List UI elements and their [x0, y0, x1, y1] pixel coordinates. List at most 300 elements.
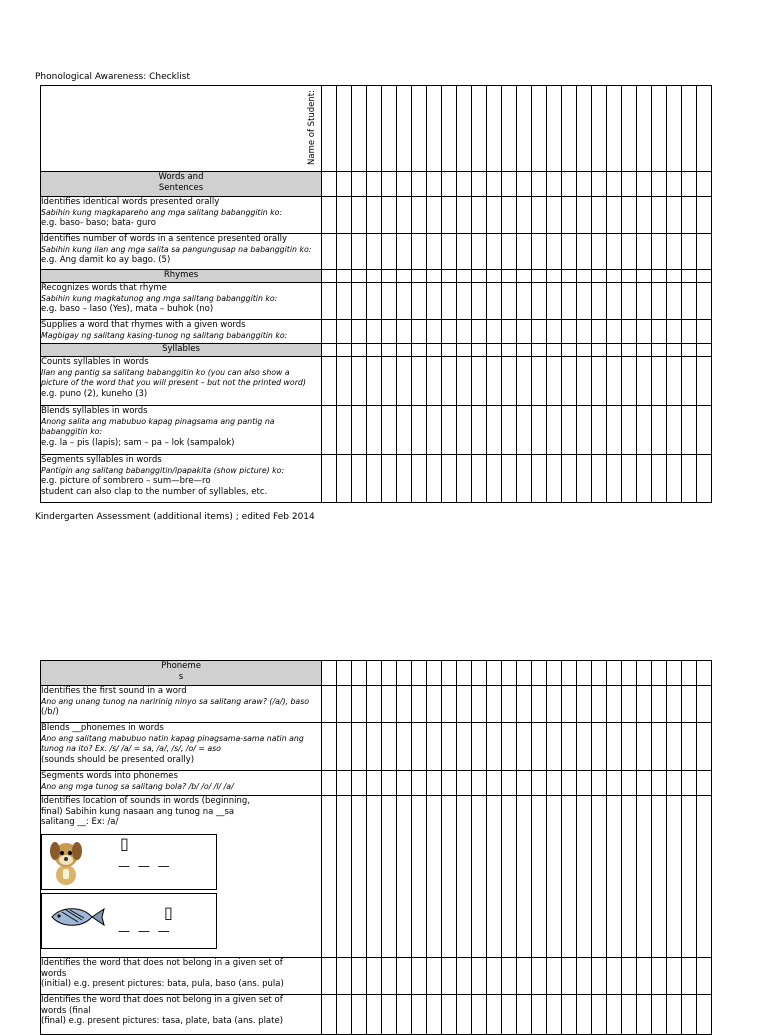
- check-cell[interactable]: [562, 686, 577, 723]
- check-cell[interactable]: [337, 455, 352, 503]
- check-cell[interactable]: [472, 406, 487, 455]
- check-cell[interactable]: [577, 283, 592, 320]
- check-cell[interactable]: [487, 270, 502, 283]
- check-cell[interactable]: [592, 320, 607, 344]
- check-cell[interactable]: [472, 283, 487, 320]
- check-cell[interactable]: [592, 197, 607, 234]
- check-cell[interactable]: [577, 406, 592, 455]
- check-cell[interactable]: [487, 661, 502, 686]
- check-cell[interactable]: [442, 661, 457, 686]
- check-cell[interactable]: [352, 661, 367, 686]
- check-cell[interactable]: [577, 172, 592, 197]
- check-cell[interactable]: [337, 771, 352, 796]
- check-cell[interactable]: [472, 234, 487, 270]
- check-cell[interactable]: [682, 771, 697, 796]
- check-cell[interactable]: [607, 270, 622, 283]
- check-cell[interactable]: [457, 455, 472, 503]
- check-cell[interactable]: [367, 86, 382, 172]
- check-cell[interactable]: [412, 283, 427, 320]
- check-cell[interactable]: [412, 406, 427, 455]
- check-cell[interactable]: [397, 455, 412, 503]
- check-cell[interactable]: [322, 796, 337, 958]
- check-cell[interactable]: [427, 283, 442, 320]
- check-cell[interactable]: [322, 995, 337, 1035]
- check-cell[interactable]: [322, 771, 337, 796]
- check-cell[interactable]: [562, 197, 577, 234]
- check-cell[interactable]: [382, 234, 397, 270]
- check-cell[interactable]: [382, 283, 397, 320]
- check-cell[interactable]: [382, 995, 397, 1035]
- check-cell[interactable]: [472, 723, 487, 771]
- check-cell[interactable]: [427, 723, 442, 771]
- check-cell[interactable]: [322, 234, 337, 270]
- check-cell[interactable]: [352, 197, 367, 234]
- check-cell[interactable]: [472, 455, 487, 503]
- check-cell[interactable]: [607, 172, 622, 197]
- check-cell[interactable]: [517, 995, 532, 1035]
- check-cell[interactable]: [607, 995, 622, 1035]
- check-cell[interactable]: [352, 686, 367, 723]
- check-cell[interactable]: [472, 995, 487, 1035]
- check-cell[interactable]: [532, 771, 547, 796]
- check-cell[interactable]: [367, 455, 382, 503]
- check-cell[interactable]: [487, 723, 502, 771]
- check-cell[interactable]: [397, 344, 412, 357]
- check-cell[interactable]: [622, 455, 637, 503]
- check-cell[interactable]: [547, 344, 562, 357]
- check-cell[interactable]: [532, 686, 547, 723]
- check-cell[interactable]: [562, 270, 577, 283]
- check-cell[interactable]: [382, 796, 397, 958]
- check-cell[interactable]: [397, 86, 412, 172]
- check-cell[interactable]: [667, 344, 682, 357]
- check-cell[interactable]: [577, 344, 592, 357]
- check-cell[interactable]: [367, 958, 382, 995]
- check-cell[interactable]: [532, 357, 547, 406]
- check-cell[interactable]: [577, 796, 592, 958]
- check-cell[interactable]: [517, 406, 532, 455]
- check-cell[interactable]: [382, 406, 397, 455]
- check-cell[interactable]: [502, 958, 517, 995]
- check-cell[interactable]: [667, 270, 682, 283]
- check-cell[interactable]: [532, 197, 547, 234]
- check-cell[interactable]: [502, 172, 517, 197]
- check-cell[interactable]: [502, 455, 517, 503]
- check-cell[interactable]: [577, 320, 592, 344]
- check-cell[interactable]: [697, 283, 712, 320]
- check-cell[interactable]: [397, 197, 412, 234]
- check-cell[interactable]: [337, 234, 352, 270]
- check-cell[interactable]: [337, 406, 352, 455]
- check-cell[interactable]: [637, 357, 652, 406]
- check-cell[interactable]: [667, 406, 682, 455]
- check-cell[interactable]: [592, 455, 607, 503]
- check-cell[interactable]: [622, 771, 637, 796]
- check-cell[interactable]: [547, 172, 562, 197]
- check-cell[interactable]: [352, 320, 367, 344]
- check-cell[interactable]: [457, 723, 472, 771]
- check-cell[interactable]: [652, 686, 667, 723]
- check-cell[interactable]: [517, 723, 532, 771]
- check-cell[interactable]: [622, 86, 637, 172]
- check-cell[interactable]: [652, 455, 667, 503]
- check-cell[interactable]: [412, 771, 427, 796]
- check-cell[interactable]: [412, 234, 427, 270]
- check-cell[interactable]: [577, 661, 592, 686]
- check-cell[interactable]: [562, 357, 577, 406]
- check-cell[interactable]: [532, 455, 547, 503]
- check-cell[interactable]: [607, 86, 622, 172]
- check-cell[interactable]: [682, 172, 697, 197]
- check-cell[interactable]: [337, 283, 352, 320]
- check-cell[interactable]: [412, 320, 427, 344]
- check-cell[interactable]: [382, 344, 397, 357]
- check-cell[interactable]: [367, 686, 382, 723]
- check-cell[interactable]: [652, 406, 667, 455]
- check-cell[interactable]: [457, 995, 472, 1035]
- check-cell[interactable]: [562, 86, 577, 172]
- check-cell[interactable]: [577, 995, 592, 1035]
- check-cell[interactable]: [697, 995, 712, 1035]
- check-cell[interactable]: [487, 406, 502, 455]
- check-cell[interactable]: [472, 357, 487, 406]
- check-cell[interactable]: [487, 995, 502, 1035]
- check-cell[interactable]: [697, 796, 712, 958]
- check-cell[interactable]: [517, 344, 532, 357]
- check-cell[interactable]: [442, 344, 457, 357]
- check-cell[interactable]: [652, 172, 667, 197]
- check-cell[interactable]: [442, 86, 457, 172]
- check-cell[interactable]: [682, 661, 697, 686]
- check-cell[interactable]: [652, 661, 667, 686]
- check-cell[interactable]: [502, 86, 517, 172]
- check-cell[interactable]: [517, 234, 532, 270]
- check-cell[interactable]: [577, 686, 592, 723]
- check-cell[interactable]: [667, 357, 682, 406]
- check-cell[interactable]: [472, 771, 487, 796]
- check-cell[interactable]: [397, 320, 412, 344]
- check-cell[interactable]: [322, 320, 337, 344]
- check-cell[interactable]: [532, 796, 547, 958]
- check-cell[interactable]: [502, 686, 517, 723]
- check-cell[interactable]: [622, 406, 637, 455]
- check-cell[interactable]: [457, 234, 472, 270]
- check-cell[interactable]: [517, 958, 532, 995]
- check-cell[interactable]: [592, 86, 607, 172]
- check-cell[interactable]: [697, 357, 712, 406]
- check-cell[interactable]: [562, 455, 577, 503]
- check-cell[interactable]: [457, 197, 472, 234]
- check-cell[interactable]: [622, 344, 637, 357]
- check-cell[interactable]: [607, 796, 622, 958]
- check-cell[interactable]: [322, 86, 337, 172]
- check-cell[interactable]: [562, 283, 577, 320]
- check-cell[interactable]: [457, 320, 472, 344]
- check-cell[interactable]: [382, 172, 397, 197]
- check-cell[interactable]: [652, 344, 667, 357]
- check-cell[interactable]: [322, 197, 337, 234]
- check-cell[interactable]: [592, 958, 607, 995]
- check-cell[interactable]: [667, 958, 682, 995]
- check-cell[interactable]: [652, 771, 667, 796]
- check-cell[interactable]: [697, 270, 712, 283]
- check-cell[interactable]: [397, 283, 412, 320]
- check-cell[interactable]: [652, 86, 667, 172]
- check-cell[interactable]: [682, 320, 697, 344]
- check-cell[interactable]: [517, 455, 532, 503]
- check-cell[interactable]: [592, 771, 607, 796]
- check-cell[interactable]: [457, 86, 472, 172]
- check-cell[interactable]: [487, 686, 502, 723]
- check-cell[interactable]: [697, 320, 712, 344]
- check-cell[interactable]: [442, 320, 457, 344]
- check-cell[interactable]: [412, 661, 427, 686]
- check-cell[interactable]: [547, 455, 562, 503]
- check-cell[interactable]: [412, 958, 427, 995]
- check-cell[interactable]: [622, 723, 637, 771]
- check-cell[interactable]: [682, 406, 697, 455]
- check-cell[interactable]: [607, 283, 622, 320]
- check-cell[interactable]: [532, 234, 547, 270]
- check-cell[interactable]: [622, 172, 637, 197]
- check-cell[interactable]: [622, 197, 637, 234]
- check-cell[interactable]: [397, 771, 412, 796]
- check-cell[interactable]: [442, 771, 457, 796]
- check-cell[interactable]: [637, 270, 652, 283]
- check-cell[interactable]: [547, 661, 562, 686]
- check-cell[interactable]: [682, 357, 697, 406]
- check-cell[interactable]: [337, 661, 352, 686]
- check-cell[interactable]: [547, 86, 562, 172]
- check-cell[interactable]: [442, 796, 457, 958]
- check-cell[interactable]: [667, 796, 682, 958]
- check-cell[interactable]: [337, 723, 352, 771]
- check-cell[interactable]: [697, 723, 712, 771]
- check-cell[interactable]: [637, 172, 652, 197]
- check-cell[interactable]: [502, 344, 517, 357]
- check-cell[interactable]: [547, 796, 562, 958]
- check-cell[interactable]: [442, 686, 457, 723]
- check-cell[interactable]: [532, 320, 547, 344]
- check-cell[interactable]: [427, 995, 442, 1035]
- check-cell[interactable]: [607, 771, 622, 796]
- check-cell[interactable]: [562, 344, 577, 357]
- check-cell[interactable]: [607, 455, 622, 503]
- check-cell[interactable]: [457, 172, 472, 197]
- check-cell[interactable]: [637, 771, 652, 796]
- check-cell[interactable]: [637, 86, 652, 172]
- check-cell[interactable]: [337, 197, 352, 234]
- check-cell[interactable]: [487, 771, 502, 796]
- check-cell[interactable]: [502, 406, 517, 455]
- check-cell[interactable]: [427, 234, 442, 270]
- check-cell[interactable]: [367, 406, 382, 455]
- check-cell[interactable]: [547, 283, 562, 320]
- check-cell[interactable]: [367, 796, 382, 958]
- check-cell[interactable]: [607, 723, 622, 771]
- check-cell[interactable]: [322, 344, 337, 357]
- check-cell[interactable]: [622, 958, 637, 995]
- check-cell[interactable]: [577, 86, 592, 172]
- check-cell[interactable]: [367, 723, 382, 771]
- check-cell[interactable]: [547, 995, 562, 1035]
- check-cell[interactable]: [667, 723, 682, 771]
- check-cell[interactable]: [562, 995, 577, 1035]
- check-cell[interactable]: [397, 796, 412, 958]
- check-cell[interactable]: [472, 344, 487, 357]
- check-cell[interactable]: [472, 320, 487, 344]
- check-cell[interactable]: [397, 270, 412, 283]
- check-cell[interactable]: [592, 686, 607, 723]
- check-cell[interactable]: [352, 283, 367, 320]
- check-cell[interactable]: [502, 796, 517, 958]
- check-cell[interactable]: [682, 958, 697, 995]
- check-cell[interactable]: [517, 320, 532, 344]
- check-cell[interactable]: [607, 406, 622, 455]
- check-cell[interactable]: [517, 283, 532, 320]
- check-cell[interactable]: [547, 686, 562, 723]
- check-cell[interactable]: [517, 661, 532, 686]
- check-cell[interactable]: [502, 197, 517, 234]
- check-cell[interactable]: [337, 270, 352, 283]
- check-cell[interactable]: [442, 357, 457, 406]
- check-cell[interactable]: [397, 661, 412, 686]
- check-cell[interactable]: [367, 344, 382, 357]
- check-cell[interactable]: [682, 270, 697, 283]
- check-cell[interactable]: [427, 86, 442, 172]
- check-cell[interactable]: [637, 283, 652, 320]
- check-cell[interactable]: [412, 686, 427, 723]
- check-cell[interactable]: [412, 995, 427, 1035]
- check-cell[interactable]: [397, 958, 412, 995]
- check-cell[interactable]: [382, 270, 397, 283]
- check-cell[interactable]: [697, 406, 712, 455]
- check-cell[interactable]: [382, 197, 397, 234]
- check-cell[interactable]: [412, 172, 427, 197]
- check-cell[interactable]: [667, 455, 682, 503]
- check-cell[interactable]: [427, 686, 442, 723]
- check-cell[interactable]: [562, 406, 577, 455]
- check-cell[interactable]: [607, 686, 622, 723]
- check-cell[interactable]: [457, 283, 472, 320]
- check-cell[interactable]: [472, 958, 487, 995]
- check-cell[interactable]: [457, 344, 472, 357]
- check-cell[interactable]: [457, 357, 472, 406]
- check-cell[interactable]: [337, 320, 352, 344]
- check-cell[interactable]: [562, 958, 577, 995]
- check-cell[interactable]: [382, 723, 397, 771]
- check-cell[interactable]: [532, 172, 547, 197]
- check-cell[interactable]: [592, 234, 607, 270]
- check-cell[interactable]: [457, 796, 472, 958]
- check-cell[interactable]: [682, 234, 697, 270]
- check-cell[interactable]: [607, 357, 622, 406]
- check-cell[interactable]: [442, 455, 457, 503]
- check-cell[interactable]: [337, 344, 352, 357]
- check-cell[interactable]: [622, 686, 637, 723]
- check-cell[interactable]: [412, 197, 427, 234]
- check-cell[interactable]: [697, 197, 712, 234]
- check-cell[interactable]: [667, 172, 682, 197]
- check-cell[interactable]: [337, 86, 352, 172]
- check-cell[interactable]: [397, 172, 412, 197]
- check-cell[interactable]: [682, 995, 697, 1035]
- check-cell[interactable]: [487, 172, 502, 197]
- check-cell[interactable]: [592, 344, 607, 357]
- check-cell[interactable]: [577, 270, 592, 283]
- check-cell[interactable]: [577, 958, 592, 995]
- check-cell[interactable]: [352, 958, 367, 995]
- check-cell[interactable]: [607, 344, 622, 357]
- check-cell[interactable]: [622, 661, 637, 686]
- check-cell[interactable]: [412, 723, 427, 771]
- check-cell[interactable]: [487, 344, 502, 357]
- check-cell[interactable]: [397, 686, 412, 723]
- check-cell[interactable]: [502, 320, 517, 344]
- check-cell[interactable]: [517, 270, 532, 283]
- check-cell[interactable]: [502, 723, 517, 771]
- check-cell[interactable]: [487, 320, 502, 344]
- check-cell[interactable]: [562, 234, 577, 270]
- check-cell[interactable]: [577, 771, 592, 796]
- check-cell[interactable]: [427, 455, 442, 503]
- check-cell[interactable]: [472, 172, 487, 197]
- check-cell[interactable]: [517, 86, 532, 172]
- check-cell[interactable]: [487, 357, 502, 406]
- check-cell[interactable]: [652, 234, 667, 270]
- check-cell[interactable]: [337, 796, 352, 958]
- check-cell[interactable]: [427, 270, 442, 283]
- check-cell[interactable]: [652, 796, 667, 958]
- check-cell[interactable]: [562, 172, 577, 197]
- check-cell[interactable]: [667, 320, 682, 344]
- check-cell[interactable]: [622, 357, 637, 406]
- check-cell[interactable]: [352, 796, 367, 958]
- check-cell[interactable]: [412, 357, 427, 406]
- check-cell[interactable]: [487, 86, 502, 172]
- check-cell[interactable]: [652, 723, 667, 771]
- check-cell[interactable]: [607, 320, 622, 344]
- check-cell[interactable]: [562, 771, 577, 796]
- check-cell[interactable]: [682, 86, 697, 172]
- check-cell[interactable]: [667, 283, 682, 320]
- check-cell[interactable]: [667, 995, 682, 1035]
- check-cell[interactable]: [352, 995, 367, 1035]
- check-cell[interactable]: [667, 771, 682, 796]
- check-cell[interactable]: [442, 958, 457, 995]
- check-cell[interactable]: [697, 686, 712, 723]
- check-cell[interactable]: [622, 796, 637, 958]
- check-cell[interactable]: [337, 995, 352, 1035]
- check-cell[interactable]: [352, 234, 367, 270]
- check-cell[interactable]: [667, 86, 682, 172]
- check-cell[interactable]: [652, 270, 667, 283]
- check-cell[interactable]: [667, 686, 682, 723]
- check-cell[interactable]: [592, 406, 607, 455]
- check-cell[interactable]: [382, 771, 397, 796]
- check-cell[interactable]: [427, 344, 442, 357]
- check-cell[interactable]: [397, 406, 412, 455]
- check-cell[interactable]: [442, 197, 457, 234]
- check-cell[interactable]: [337, 172, 352, 197]
- check-cell[interactable]: [397, 723, 412, 771]
- check-cell[interactable]: [577, 197, 592, 234]
- check-cell[interactable]: [427, 958, 442, 995]
- check-cell[interactable]: [577, 234, 592, 270]
- check-cell[interactable]: [427, 771, 442, 796]
- check-cell[interactable]: [547, 723, 562, 771]
- check-cell[interactable]: [682, 796, 697, 958]
